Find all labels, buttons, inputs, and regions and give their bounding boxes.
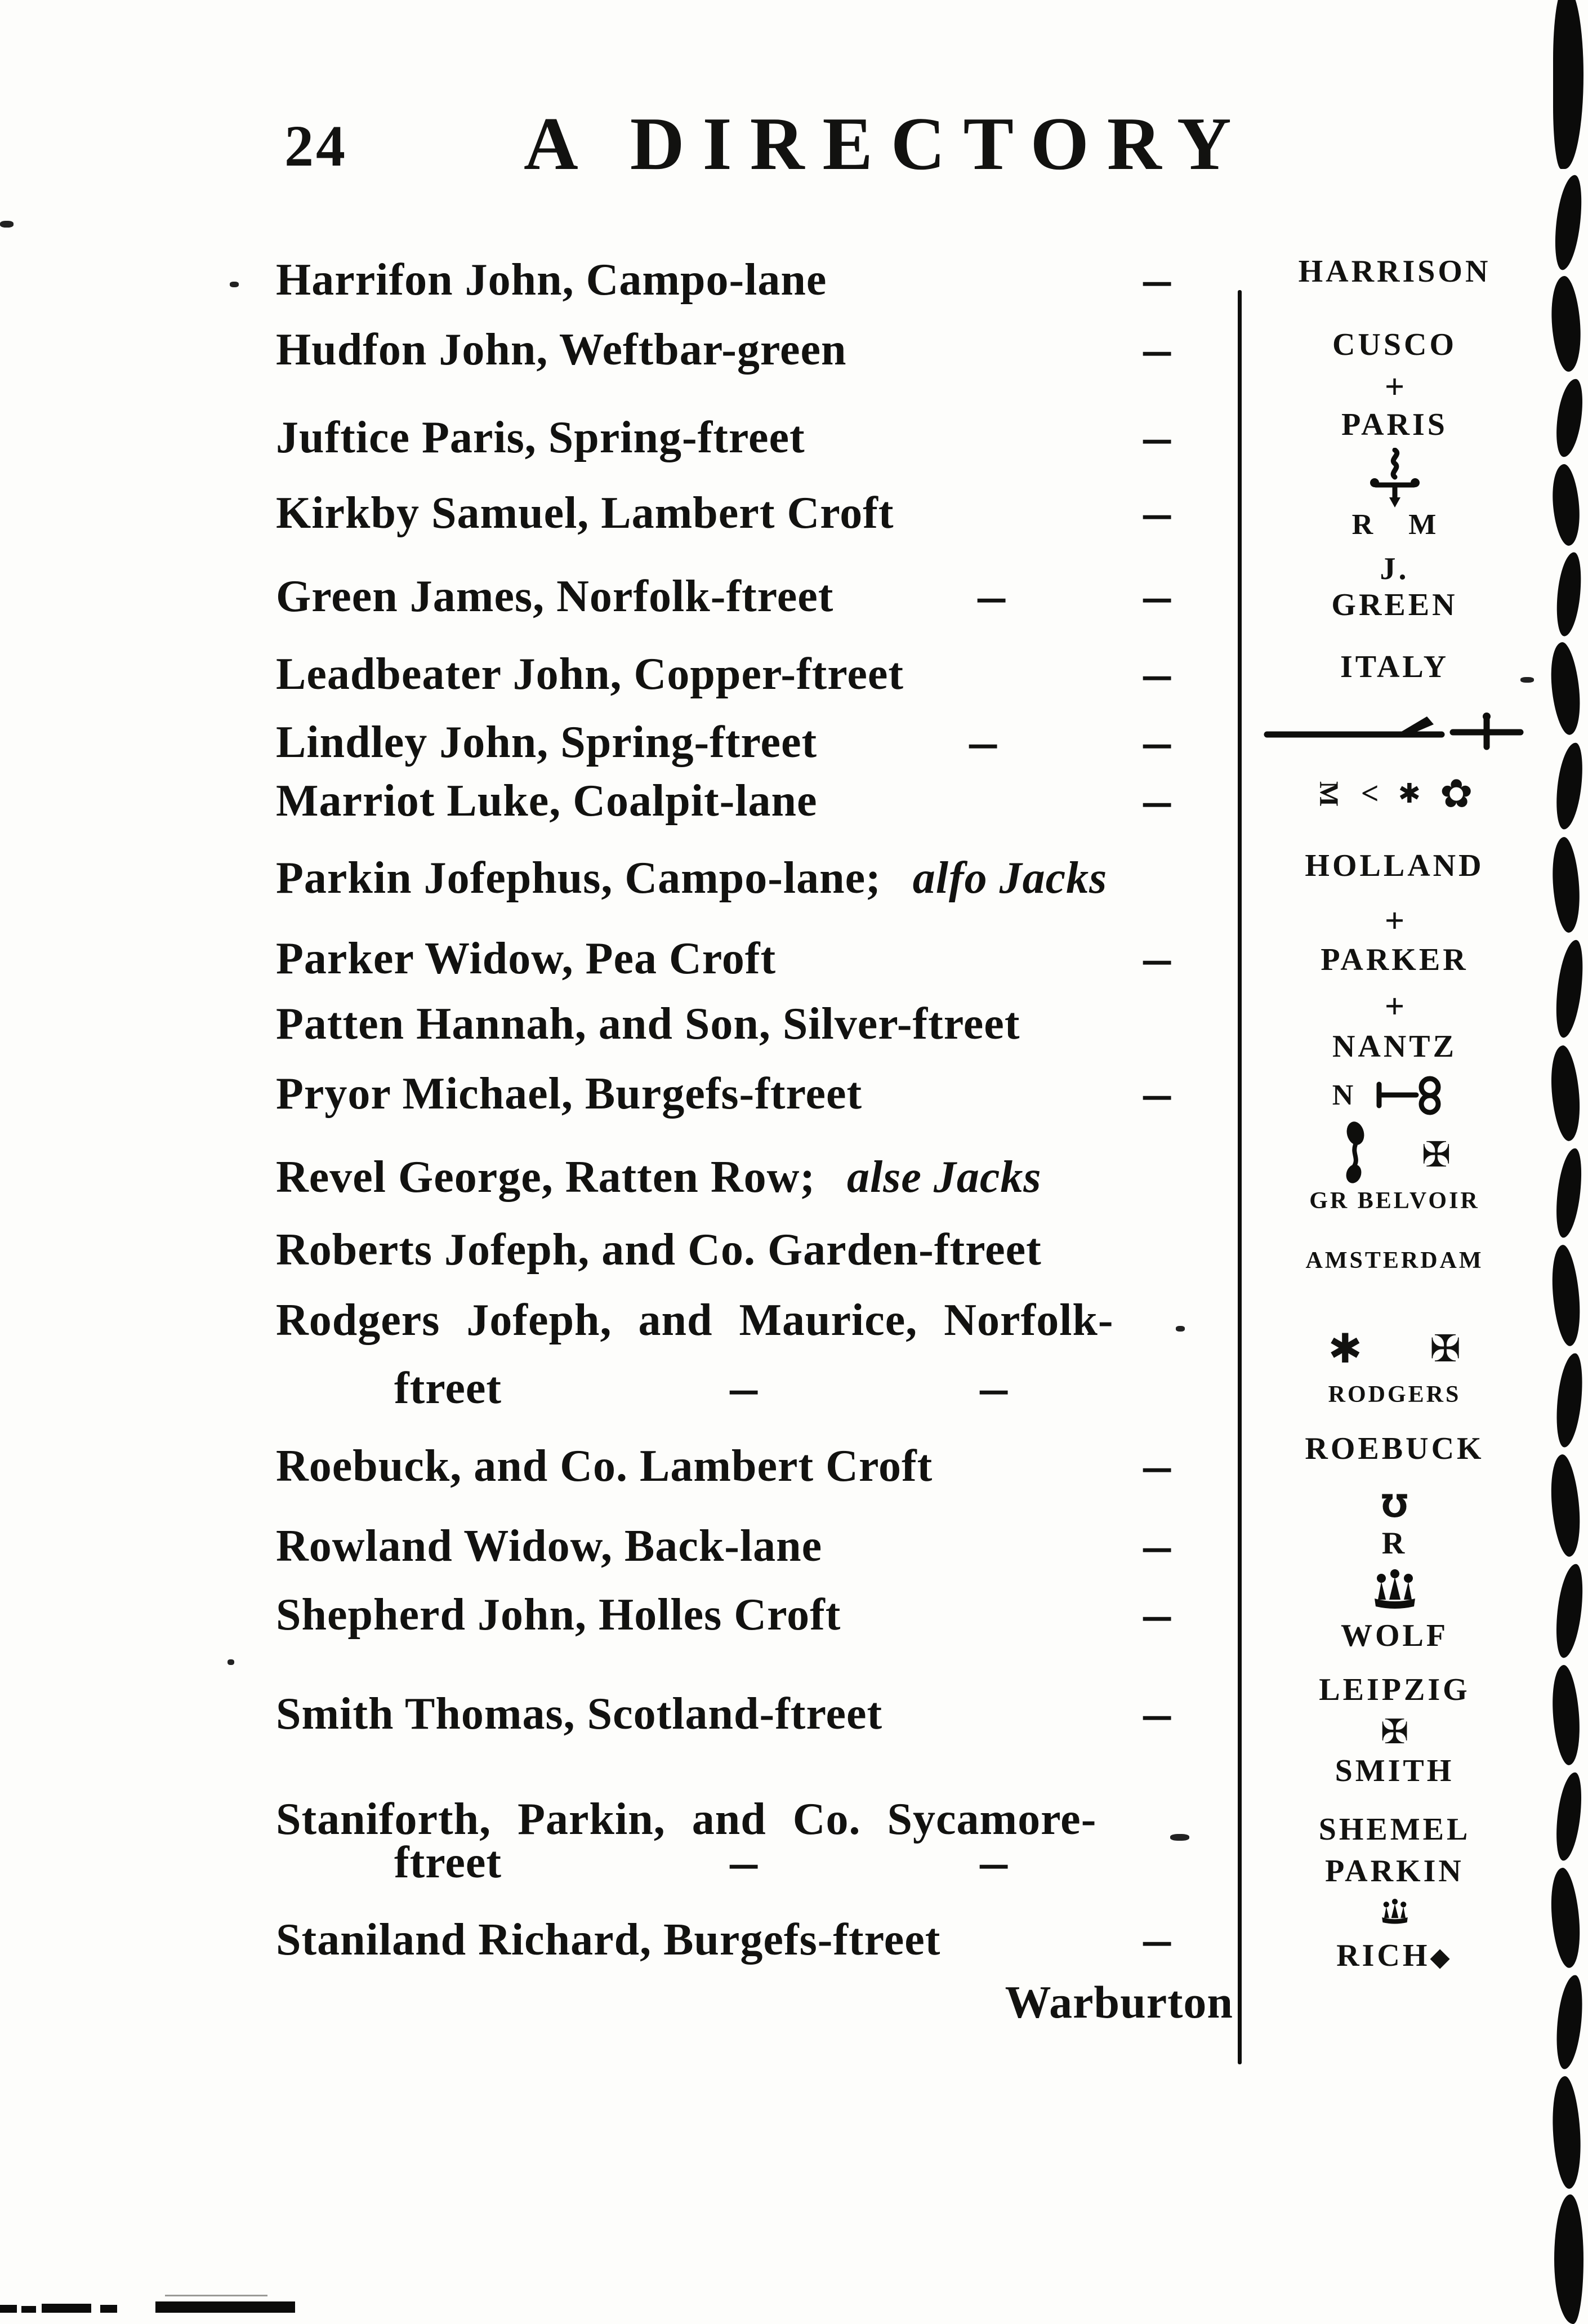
entry-text: Revel George, Ratten Row; <box>276 1152 816 1202</box>
entry-dash: - <box>1139 649 1177 699</box>
entry-dash: - <box>725 1364 763 1413</box>
entry-dash: - <box>1139 488 1177 538</box>
entry-dash: - <box>1139 1521 1177 1571</box>
entry-text: Rowland Widow, Back-lane <box>276 1521 823 1571</box>
entry-text: Rodgers Jofeph, and Maurice, Norfolk- <box>276 1295 1114 1345</box>
entry-row <box>276 1441 1177 1492</box>
entry-dash: - <box>725 1838 763 1887</box>
mark-name: GREEN <box>1331 587 1458 622</box>
entry-text: Smith Thomas, Scotland-ftreet <box>276 1689 883 1739</box>
scroll-ornament-icon <box>1339 1121 1371 1187</box>
cross-icon: + <box>1384 902 1405 940</box>
mark-initials: R M <box>1351 509 1438 541</box>
entry-row <box>276 999 1166 1050</box>
entry-dash: - <box>1139 1441 1177 1491</box>
entry-text: Parker Widow, Pea Croft <box>276 934 777 983</box>
entry-dash: - <box>1139 1590 1177 1640</box>
entry-row <box>276 488 1177 539</box>
ink-speck <box>1176 1326 1185 1332</box>
title-word: DIRECTORY <box>630 102 1250 185</box>
entry-row <box>276 255 1177 306</box>
entry-dash: - <box>1139 325 1177 375</box>
mark-name: ITALY <box>1340 649 1449 684</box>
asterisk-icon: ✱ <box>1398 778 1421 809</box>
entry-row <box>276 933 1177 985</box>
entry-text: Kirkby Samuel, Lambert Croft <box>276 488 894 538</box>
entry-row <box>276 412 1177 464</box>
entry-text: Leadbeater John, Copper-ftreet <box>276 649 904 699</box>
cross-pattee-icon: ✠ <box>1430 1326 1461 1370</box>
mark-initial: R <box>1381 1526 1408 1561</box>
asterisk-icon: ✱ <box>1328 1325 1362 1372</box>
mark-name: RICH <box>1336 1938 1430 1973</box>
marks-column <box>1241 0 1548 2313</box>
ink-speck <box>1170 1834 1189 1841</box>
entry-text: Shepherd John, Holles Croft <box>276 1590 841 1640</box>
entry-row <box>276 717 1177 768</box>
entry-dash: - <box>1139 413 1177 462</box>
mark-name: PARKIN <box>1325 1854 1464 1889</box>
entry-row <box>276 1521 1177 1572</box>
entry-text: Green James, Norfolk-ftreet <box>276 572 834 621</box>
entry-text: ftreet <box>394 1364 502 1413</box>
star-and-cross-row <box>1241 1325 1548 1372</box>
entry-row <box>276 571 1177 622</box>
entry-dash: - <box>976 1838 1014 1887</box>
entry-row <box>276 776 1177 827</box>
entry-text: Marriot Luke, Coalpit-lane <box>276 776 818 826</box>
m-arrow-star-flower-icons <box>1241 771 1548 817</box>
entry-text: Parkin Jofephus, Campo-lane; <box>276 853 881 903</box>
crown-icon <box>1241 1567 1548 1609</box>
ornament-and-cross-row <box>1241 1121 1548 1187</box>
mark-name: PARKER <box>1321 942 1469 977</box>
page-edge-artifact <box>1537 0 1588 2313</box>
mark-name: WOLF <box>1340 1618 1449 1653</box>
catchword: Warburton <box>1005 1976 1233 2028</box>
entry-row <box>276 1689 1177 1740</box>
corkscrew-cross-icon <box>1241 448 1548 509</box>
entry-dash: - <box>1139 718 1177 767</box>
entry-text: Staniland Richard, Burgefs-ftreet <box>276 1915 941 1965</box>
entry-text: Roebuck, and Co. Lambert Croft <box>276 1441 933 1491</box>
mark-name: NANTZ <box>1332 1029 1457 1064</box>
angle-glyph: < <box>1360 776 1379 811</box>
entry-dash: - <box>1139 1915 1177 1965</box>
entry-row <box>276 1225 1166 1276</box>
entry-row <box>276 324 1177 376</box>
entry-dash: - <box>1139 776 1177 826</box>
entry-row <box>276 1068 1177 1120</box>
ink-speck <box>0 221 14 228</box>
entry-text: Lindley John, Spring-ftreet <box>276 718 818 767</box>
rotated-m-glyph: M <box>1314 781 1344 807</box>
entry-row <box>276 1295 1166 1346</box>
entry-dash: - <box>1139 572 1177 621</box>
entry-note-italic: alfo Jacks <box>912 853 1108 903</box>
entry-text: Hudfon John, Weftbar-green <box>276 325 847 375</box>
cross-icon: + <box>1384 368 1405 406</box>
flower-icon: ✿ <box>1439 771 1473 817</box>
page-number: 24 <box>284 114 347 179</box>
mark-name: LEIPZIG <box>1319 1672 1470 1707</box>
entry-text: Juftice Paris, Spring-ftreet <box>276 413 805 462</box>
entry-text: ftreet <box>394 1838 502 1887</box>
entry-row <box>276 1590 1177 1641</box>
mark-name: J. <box>1380 551 1409 586</box>
entry-dash: - <box>976 1364 1014 1413</box>
page-title <box>524 100 1250 187</box>
mark-name: CUSCO <box>1332 327 1457 362</box>
mark-name: SHEMEL <box>1318 1812 1471 1847</box>
mark-name: GR BELVOIR <box>1309 1188 1480 1214</box>
mark-name: RODGERS <box>1328 1382 1461 1408</box>
scan-artifact-line <box>165 2295 267 2296</box>
entry-row-continuation <box>394 1363 1014 1414</box>
mark-name: HARRISON <box>1298 254 1491 289</box>
cross-pattee-icon: ✠ <box>1380 1712 1409 1752</box>
entry-text: Staniforth, Parkin, and Co. Sycamore- <box>276 1795 1097 1844</box>
cross-pattee-icon: ✠ <box>1421 1133 1451 1175</box>
small-crown-icon <box>1241 1897 1548 1924</box>
entry-row <box>276 1915 1177 1966</box>
entry-text: Roberts Jofeph, and Co. Garden-ftreet <box>276 1225 1042 1275</box>
entry-row <box>276 649 1177 700</box>
letter-n-glyph: N <box>1332 1079 1354 1111</box>
cross-icon: + <box>1384 987 1405 1026</box>
title-prefix: A <box>524 102 578 185</box>
ink-speck <box>228 1659 234 1665</box>
entry-dash: - <box>965 718 1002 767</box>
horseshoe-icon: Ʊ <box>1381 1488 1408 1525</box>
entry-text: Pryor Michael, Burgefs-ftreet <box>276 1069 863 1119</box>
key-mark-icon <box>1241 1073 1548 1117</box>
mark-name: HOLLAND <box>1305 848 1484 883</box>
entry-dash: - <box>1139 1689 1177 1739</box>
mark-name: AMSTERDAM <box>1305 1248 1484 1274</box>
mark-name: ROEBUCK <box>1305 1431 1484 1466</box>
entry-row <box>276 1152 1166 1203</box>
diamond-icon: ◆ <box>1430 1942 1453 1972</box>
mark-name: SMITH <box>1335 1753 1455 1788</box>
ink-speck <box>230 282 239 287</box>
entry-note-italic: alse Jacks <box>847 1152 1042 1202</box>
flag-and-cross-icon <box>1241 711 1548 750</box>
entry-text: Patten Hannah, and Son, Silver-ftreet <box>276 999 1020 1049</box>
entry-row-continuation <box>394 1837 1014 1889</box>
mark-name-with-diamond <box>1241 1938 1548 1974</box>
entry-row <box>276 853 1166 904</box>
entry-dash: - <box>973 572 1011 621</box>
ink-speck <box>1520 677 1534 683</box>
entry-dash: - <box>1139 1069 1177 1119</box>
entry-dash: - <box>1139 934 1177 983</box>
mark-name: PARIS <box>1341 407 1448 442</box>
entry-text: Harrifon John, Campo-lane <box>276 255 827 305</box>
entry-dash: - <box>1139 255 1177 305</box>
